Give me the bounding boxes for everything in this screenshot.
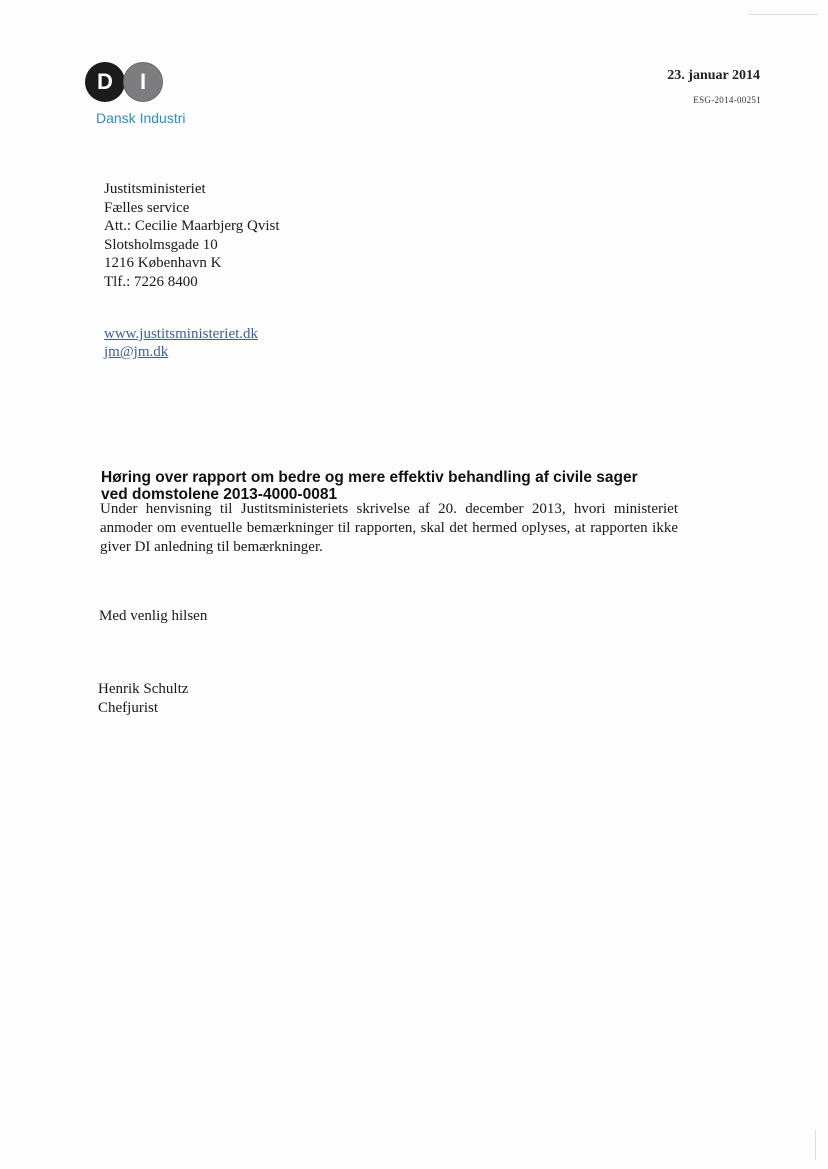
subject-line: ved domstolene 2013-4000-0081 [101, 486, 338, 503]
recipient-links [104, 325, 258, 361]
email-link[interactable]: jm@jm.dk [104, 344, 169, 360]
scan-artifact-line [815, 1130, 816, 1160]
logo-d-circle: D [85, 62, 125, 102]
logo-circles [85, 62, 175, 104]
signer-name: Henrik Schultz [98, 681, 189, 697]
signer-title: Chefjurist [98, 700, 158, 716]
logo-company-name: Dansk Industri [96, 110, 186, 126]
letter-body: Under henvisning til Justitsministeriets skrivelse af 20. december 2013, hvori ministeriet anmoder om eventuelle bemærkninger til rapporten, skal det hermed oplyses, at rapporten ikke giver DI anledning til bemærkninger. [100, 501, 678, 555]
logo-i-circle: I [123, 62, 163, 102]
scan-artifact-line [748, 14, 818, 15]
dansk-industri-logo [85, 62, 205, 132]
letter-closing: Med venlig hilsen [99, 608, 208, 624]
signature-block [98, 680, 188, 718]
website-link[interactable]: www.justitsministeriet.dk [104, 326, 259, 342]
address-line: Slotsholmsgade 10 [104, 236, 218, 253]
address-line: Fælles service [104, 199, 190, 216]
address-line: Att.: Cecilie Maarbjerg Qvist [104, 218, 280, 234]
address-line: Justitsministeriet [104, 181, 206, 197]
reference-number: ESG-2014-00251 [693, 95, 761, 105]
letter-date: 23. januar 2014 [667, 68, 760, 83]
recipient-address [104, 180, 280, 291]
letter-subject [101, 469, 681, 503]
subject-line: Høring over rapport om bedre og mere effektiv behandling af civile sager [101, 469, 638, 486]
address-line: 1216 København K [104, 255, 222, 271]
address-line: Tlf.: 7226 8400 [104, 273, 198, 290]
